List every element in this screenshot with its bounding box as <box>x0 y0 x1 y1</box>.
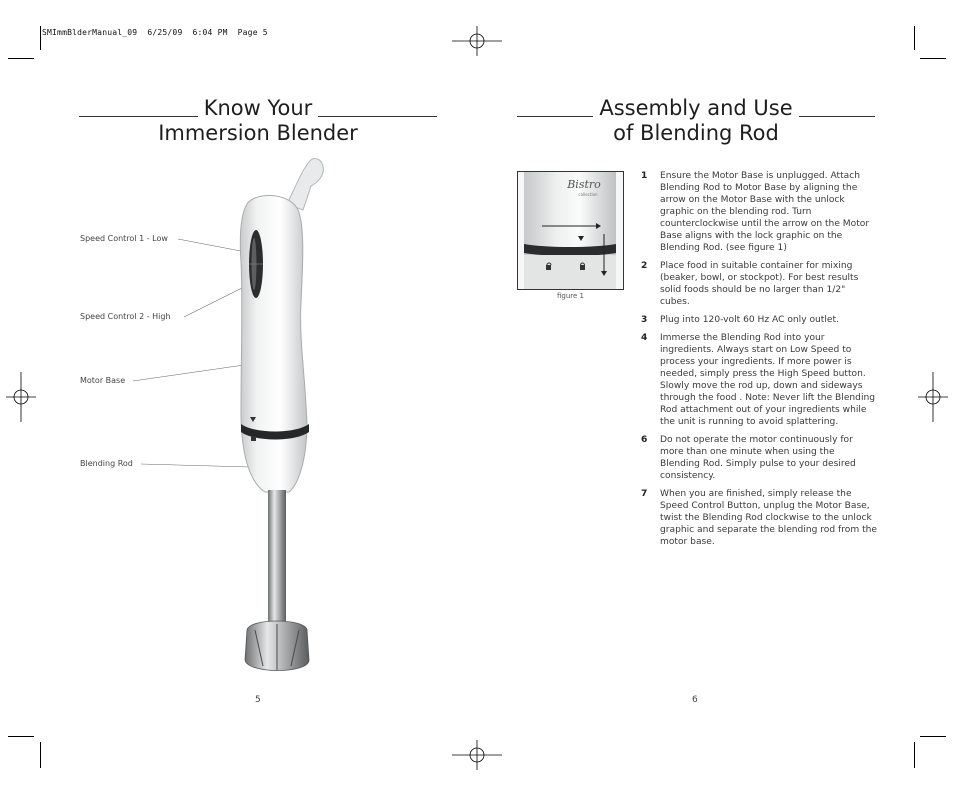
callout-blending-rod: Blending Rod <box>80 459 133 468</box>
figure-1-image <box>517 171 624 290</box>
figure-logo: Bistro <box>567 178 601 191</box>
right-title-line2: of Blending Rod <box>613 121 779 145</box>
page-number-right: 6 <box>692 695 698 705</box>
figure-caption: figure 1 <box>557 292 584 300</box>
step-number: 2 <box>641 261 648 271</box>
list-item <box>641 260 877 308</box>
step-text: Place food in suitable container for mixing (beaker, bowl, or stockpot). For best results solid foods should be no larger than 1/2" cubes. <box>660 261 859 307</box>
step-number: 3 <box>641 315 648 325</box>
printer-slug: SMImmBlderManual_09 6/25/09 6:04 PM Page 5 <box>42 28 268 37</box>
right-page-title <box>517 96 875 146</box>
step-number: 1 <box>641 171 648 181</box>
step-text: Immerse the Blending Rod into your ingredients. Always start on Low Speed to process your ingredients. If more power is needed, simply press the High Speed button. Slowly move the rod up, down and sideways through the food . Note: Never lift the Blending Rod attachment out of your ingredients while the unit is running to avoid splattering. <box>660 333 876 427</box>
immersion-blender-illustration <box>225 152 335 682</box>
step-number: 4 <box>641 333 648 343</box>
step-text: When you are finished, simply release the Speed Control Button, unplug the Motor Base, twist the Blending Rod clockwise to the unlock graphic and separate the blending rod from the motor base. <box>660 489 878 547</box>
callout-motor-base: Motor Base <box>80 376 126 385</box>
figure-logo-sub: collection <box>578 192 598 197</box>
step-text: Do not operate the motor continuously for more than one minute when using the Blending Rod. Simply pulse to your desired consistency. <box>660 435 856 481</box>
callout-speed-high: Speed Control 2 - High <box>80 312 171 321</box>
left-title-line2: Immersion Blender <box>158 121 358 145</box>
step-number: 7 <box>641 489 648 499</box>
left-title-line1: Know Your <box>198 96 319 121</box>
page-number-left: 5 <box>255 695 261 705</box>
step-text: Plug into 120-volt 60 Hz AC only outlet. <box>660 315 839 325</box>
step-number: 6 <box>641 435 648 445</box>
list-item <box>641 488 877 548</box>
right-title-line1: Assembly and Use <box>593 96 798 121</box>
list-item <box>641 170 877 254</box>
list-item <box>641 332 877 428</box>
step-text: Ensure the Motor Base is unplugged. Attach Blending Rod to Motor Base by aligning the arrow on the Motor Base with the unlock graphic on the blending rod. Turn counterclockwise until the arrow on the Motor Base aligns with the lock graphic on the Blending Rod. (see figure 1) <box>660 171 870 253</box>
assembly-steps-list <box>641 170 877 554</box>
list-item <box>641 314 877 326</box>
list-item <box>641 434 877 482</box>
callout-speed-low: Speed Control 1 - Low <box>80 234 168 243</box>
